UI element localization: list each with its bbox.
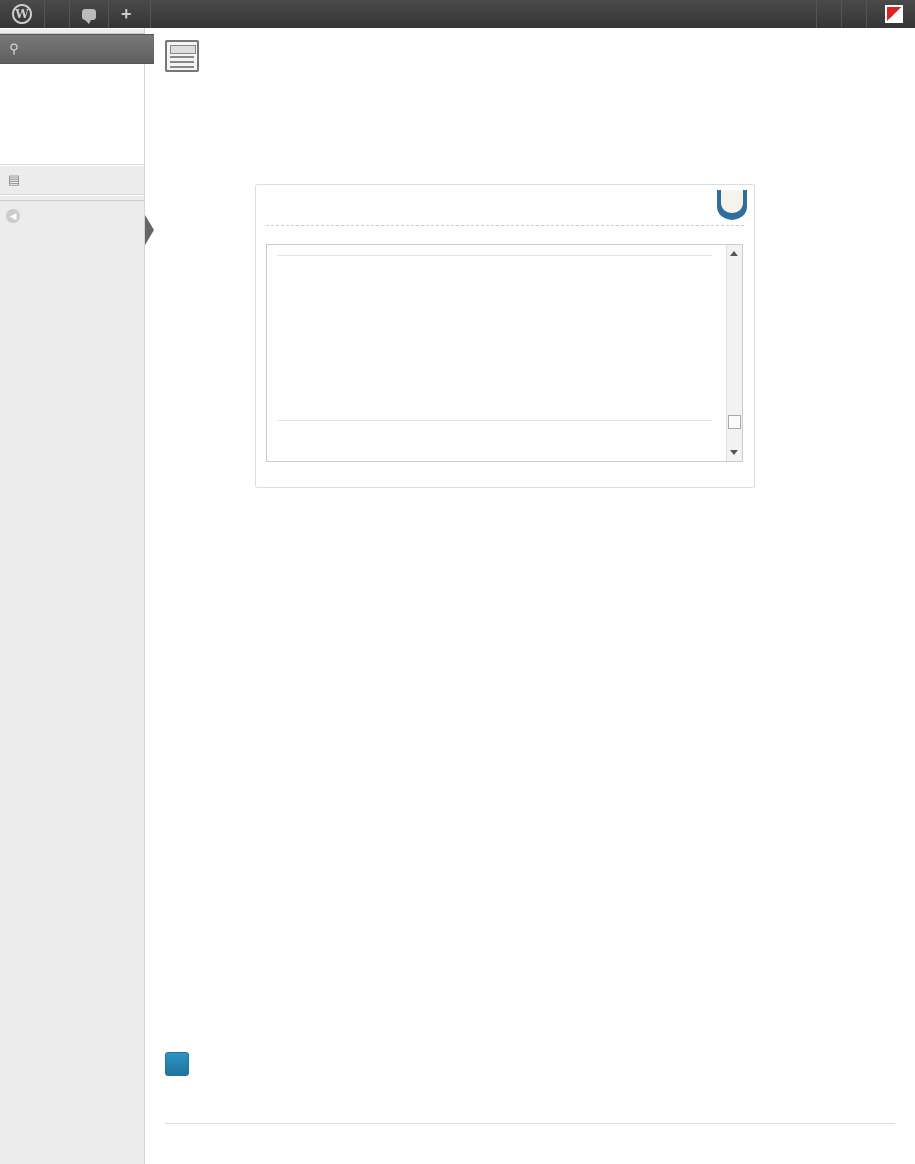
map-locations-submenu — [0, 64, 144, 165]
admin-bar — [0, 0, 915, 28]
scroll-down-arrow-icon[interactable] — [730, 450, 738, 455]
scroll-thumb[interactable] — [728, 415, 741, 429]
white-drop-icon — [714, 187, 750, 223]
category-icons-page-icon — [165, 40, 199, 72]
avatar — [885, 5, 903, 23]
map-pin-icon: ⚲ — [9, 41, 19, 56]
debug-menu[interactable] — [816, 0, 841, 28]
submenu-map-locations[interactable] — [12, 70, 144, 92]
developer-menu[interactable] — [841, 0, 866, 28]
wordpress-logo-icon: W — [12, 4, 32, 24]
submenu-category-icons[interactable] — [12, 136, 144, 158]
scroll-up-arrow-icon[interactable] — [730, 251, 738, 256]
set-divider — [277, 255, 712, 256]
admin-sidebar — [0, 28, 145, 1164]
active-menu-arrow — [145, 215, 154, 245]
plus-icon: + — [121, 3, 132, 24]
category-item-expanded[interactable] — [255, 184, 755, 488]
comment-bubble-icon — [82, 9, 96, 20]
footer-divider — [165, 1123, 895, 1124]
account-menu[interactable] — [866, 0, 915, 28]
page-peel-icon: ▤ — [7, 172, 21, 187]
wp-logo-menu[interactable] — [0, 0, 45, 28]
category-divider — [266, 225, 744, 226]
save-options-button[interactable] — [165, 1052, 189, 1076]
submenu-add-new[interactable] — [12, 92, 144, 114]
icon-picker[interactable] — [266, 244, 743, 462]
comments-link[interactable] — [70, 0, 109, 28]
site-name-link[interactable] — [45, 0, 70, 28]
sidebar-item-page-peels[interactable] — [0, 165, 144, 195]
new-content-menu[interactable] — [109, 0, 151, 28]
submenu-location-categories[interactable] — [12, 114, 144, 136]
icon-picker-list — [267, 245, 727, 461]
category-header[interactable] — [256, 185, 754, 225]
collapse-arrow-icon: ◀ — [6, 209, 20, 223]
collapse-menu-button[interactable] — [0, 201, 144, 231]
set-divider — [277, 420, 712, 421]
picker-scrollbar[interactable] — [726, 245, 742, 461]
sidebar-item-map-locations[interactable] — [0, 34, 154, 64]
